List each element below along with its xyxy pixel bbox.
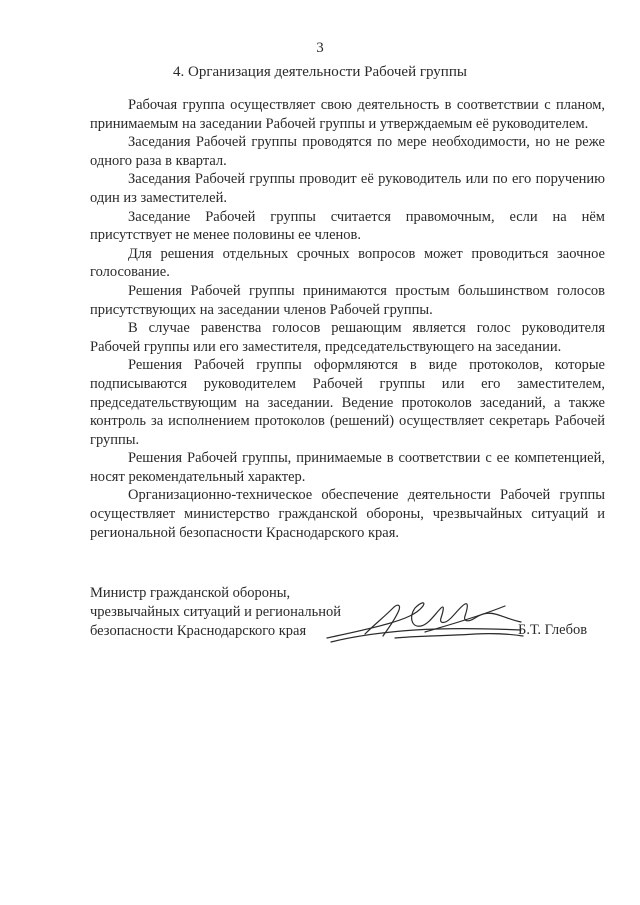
signer-name: Б.Т. Глебов (518, 622, 588, 638)
signer-title-line: безопасности Краснодарского края (90, 623, 307, 639)
signer-title-line: Министр гражданской обороны, (90, 585, 291, 601)
signature-block (90, 584, 341, 641)
paragraph: Организационно-техническое обеспечение деятельности Рабочей группы осуществляет министерство гражданской обороны, чрезвычайных ситуаций и региональной безопасности Краснодарского края. (90, 487, 605, 541)
handwritten-signature-icon (325, 594, 525, 646)
paragraph: Решения Рабочей группы принимаются простым большинством голосов присутствующих на заседании членов Рабочей группы. (90, 282, 605, 318)
signer-title-line: чрезвычайных ситуаций и региональной (90, 604, 342, 620)
paragraph: Заседание Рабочей группы считается правомочным, если на нём присутствует не менее половины ее членов. (90, 208, 605, 244)
paragraph: Решения Рабочей группы оформляются в виде протоколов, которые подписываются руководителем Рабочей группы или его заместителем, председательствующим на заседании. Ведение протоколов заседаний, а также контроль за исполнением протоколов (решений) осуществляет секретарь Рабочей группы. (90, 357, 605, 448)
body-text (90, 96, 605, 542)
paragraph: Для решения отдельных срочных вопросов может проводиться заочное голосование. (90, 245, 605, 281)
paragraph: В случае равенства голосов решающим является голос руководителя Рабочей группы или его заместителя, председательствующего на заседании. (90, 320, 605, 355)
page-number: 3 (316, 40, 324, 56)
section-title: 4. Организация деятельности Рабочей группы (173, 64, 467, 80)
paragraph: Рабочая группа осуществляет свою деятельность в соответствии с планом, принимаемым на заседании Рабочей группы и утверждаемым её руководителем. (90, 97, 605, 132)
paragraph: Заседания Рабочей группы проводит её руководитель или по его поручению один из заместителей. (90, 171, 605, 206)
paragraph: Решения Рабочей группы, принимаемые в соответствии с ее компетенцией, носят рекомендательный характер. (90, 450, 605, 485)
paragraph: Заседания Рабочей группы проводятся по мере необходимости, но не реже одного раза в квартал. (90, 134, 605, 169)
